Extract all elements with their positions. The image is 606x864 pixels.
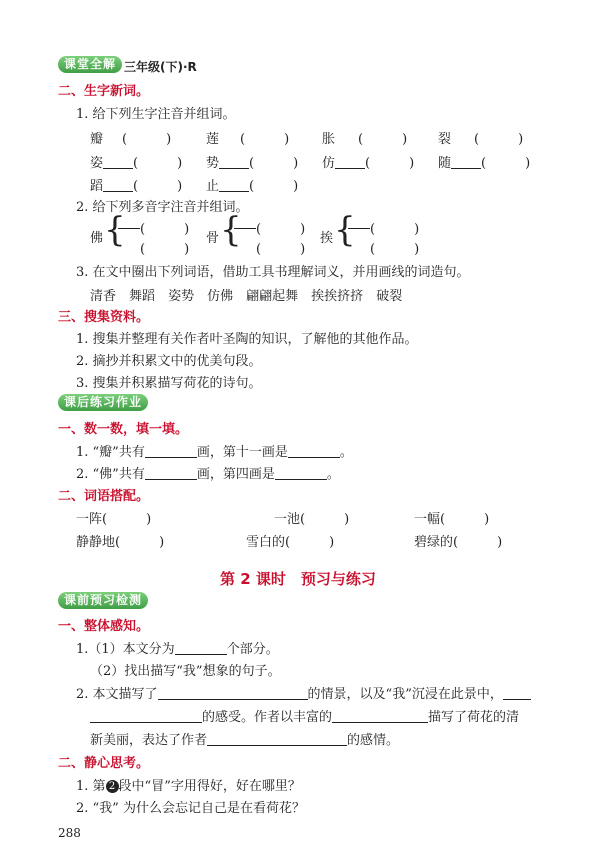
char-row3-2: 止 ( ) [206, 179, 299, 194]
s2-q1: 1. 给下列生字注音并组词。 [76, 107, 236, 122]
paren[interactable]: ( ) [122, 132, 172, 147]
char-row2-1: 姿 ( ) [90, 156, 183, 171]
s2-title: 二、生字新词。 [58, 84, 150, 99]
pre-q2-line2: 的感受。作者以丰富的 描写了荷花的清 [90, 706, 519, 725]
match-item[interactable]: 碧绿的( ) [414, 535, 503, 550]
pre-q2-line3: 新美丽，表达了作者 的感情。 [90, 733, 400, 748]
hw-s1-title: 一、数一数，填一填。 [58, 422, 189, 437]
s2-q2: 2. 给下列多音字注音并组词。 [76, 200, 249, 215]
grade-label: 三年级(下)·R [124, 60, 197, 74]
poly-line: ( ) [348, 218, 419, 237]
poly-line: ( ) [234, 218, 305, 237]
match-item[interactable]: 一阵( ) [76, 512, 152, 527]
char-row2-3: 仿 ( ) [322, 156, 415, 171]
char-row1-4: 裂 [438, 132, 452, 147]
header-badge: 课堂全解 [58, 56, 122, 73]
pre-s1-title: 一、整体感知。 [58, 619, 150, 634]
hw-s1-q2: 2. “佛”共有 画，第四画是 。 [76, 467, 340, 482]
char-row3-1: 蹈 ( ) [90, 179, 183, 194]
pre-s2-title: 二、静心思考。 [58, 756, 150, 771]
preclass-badge: 课前预习检测 [58, 592, 148, 609]
poly-line: ( ) [370, 242, 420, 257]
pre-q1: 1.（1）本文分为 个部分。 [76, 642, 279, 657]
char-row1-3: 胀 [322, 132, 336, 147]
poly-line: ( ) [118, 218, 189, 237]
s3-item-1: 1. 搜集并整理有关作者叶圣陶的知识，了解他的其他作品。 [76, 332, 418, 347]
paren[interactable]: ( ) [474, 132, 524, 147]
page-number: 288 [58, 826, 81, 840]
char-row1-1: 瓣 [90, 132, 104, 147]
s3-item-3: 3. 搜集并积累描写荷花的诗句。 [76, 376, 262, 391]
match-item[interactable]: 一池( ) [274, 512, 350, 527]
circled-number: 2 [106, 780, 119, 793]
match-item[interactable]: 雪白的( ) [246, 535, 335, 550]
hw-s2-title: 二、词语搭配。 [58, 489, 150, 504]
pre-q1-2: （2）找出描写“我”想象的句子。 [90, 664, 281, 679]
poly-char-3: 挨 [320, 231, 334, 246]
s2-q3: 3. 在文中圈出下列词语，借助工具书理解词义，并用画线的词造句。 [76, 265, 470, 280]
poly-line: ( ) [256, 242, 306, 257]
poly-char-2: 骨 [206, 231, 220, 246]
pre-q2: 2. 本文描写了 的情景，以及“我”沉浸在此景中， [76, 683, 531, 702]
paren[interactable]: ( ) [358, 132, 408, 147]
word-list: 清香 舞蹈 姿势 仿佛 翩翩起舞 挨挨挤挤 破裂 [90, 289, 403, 304]
pre-t2: 2. “我” 为什么会忘记自己是在看荷花？ [76, 801, 305, 816]
s3-item-2: 2. 摘抄并积累文中的优美句段。 [76, 354, 262, 369]
poly-line: ( ) [140, 242, 190, 257]
paren[interactable]: ( ) [240, 132, 290, 147]
hw-s1-q1: 1. “瓣”共有 画，第十一画是 。 [76, 445, 353, 460]
char-row2-2: 势 ( ) [206, 156, 299, 171]
char-row1-2: 莲 [206, 132, 220, 147]
lesson-title: 第 2 课时 预习与练习 [220, 570, 376, 588]
char-row2-4: 随 ( ) [438, 156, 531, 171]
homework-badge: 课后练习作业 [58, 394, 148, 411]
match-item[interactable]: 静静地( ) [76, 535, 165, 550]
match-item[interactable]: 一幅( ) [414, 512, 490, 527]
poly-char-1: 佛 [90, 231, 104, 246]
pre-t1: 1. 第 2 段中“冒”字用得好，好在哪里？ [76, 779, 301, 794]
s3-title: 三、搜集资料。 [58, 310, 150, 325]
